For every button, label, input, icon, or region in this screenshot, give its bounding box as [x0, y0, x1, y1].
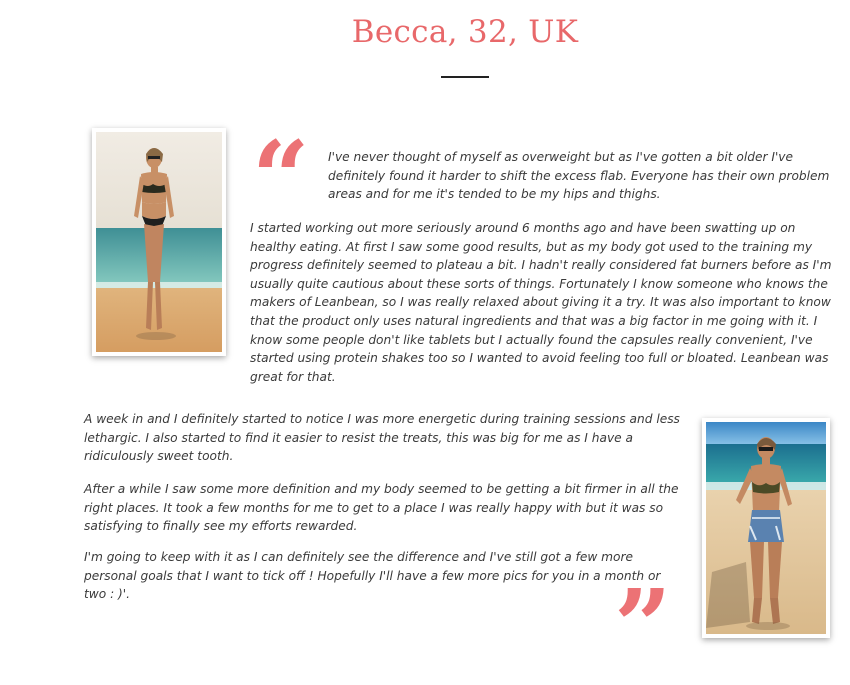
open-quote-icon: “: [252, 119, 310, 237]
testimonial-paragraph: After a while I saw some more definition and my body seemed to be getting a bit firmer in all the right places. It took a few months for me to get to a place I was really happy with but it was so satisfying to finally see my efforts rewarded.: [84, 482, 679, 534]
testimonial-paragraph: I've never thought of myself as overweight but as I've gotten a bit older I've definitely found it harder to shift the excess flab. Everyone has their own problem areas and for me it's tended to be my hips and thighs.: [328, 150, 830, 202]
page-title: Becca, 32, UK: [351, 14, 579, 50]
title-divider: [441, 76, 489, 78]
after-photo: [702, 418, 830, 638]
before-photo-image: [96, 132, 222, 352]
close-quote-icon: ”: [614, 567, 672, 685]
testimonial-paragraph: I'm going to keep with it as I can definitely see the difference and I've still got a few more personal goals that I want to tick off ! Hopefully I'll have a few more pics for you in a month or two : )'.: [84, 550, 661, 602]
before-photo: [92, 128, 226, 356]
testimonial-paragraph: A week in and I definitely started to notice I was more energetic during training sessions and less lethargic. I also started to find it easier to resist the treats, this was big for me as I have a ridiculously sweet tooth.: [84, 412, 680, 464]
testimonial-paragraph: I started working out more seriously around 6 months ago and have been swatting up on healthy eating. At first I saw some good results, but as my body got used to the training my progress definitely seemed to plateau a bit. I hadn't really considered fat burners before as I'm usually quite cautious about these sorts of things. Fortunately I know someone who knows the makers of Leanbean, so I was really relaxed about giving it a try. It was also important to know that the product only uses natural ingredients and that was a big factor in me going with it. I know some people don't like tablets but I actually found the capsules really convenient, I've started using protein shakes too so I wanted to avoid feeling too full or bloated. Leanbean was great for that.: [250, 221, 832, 384]
after-photo-image: [706, 422, 826, 634]
